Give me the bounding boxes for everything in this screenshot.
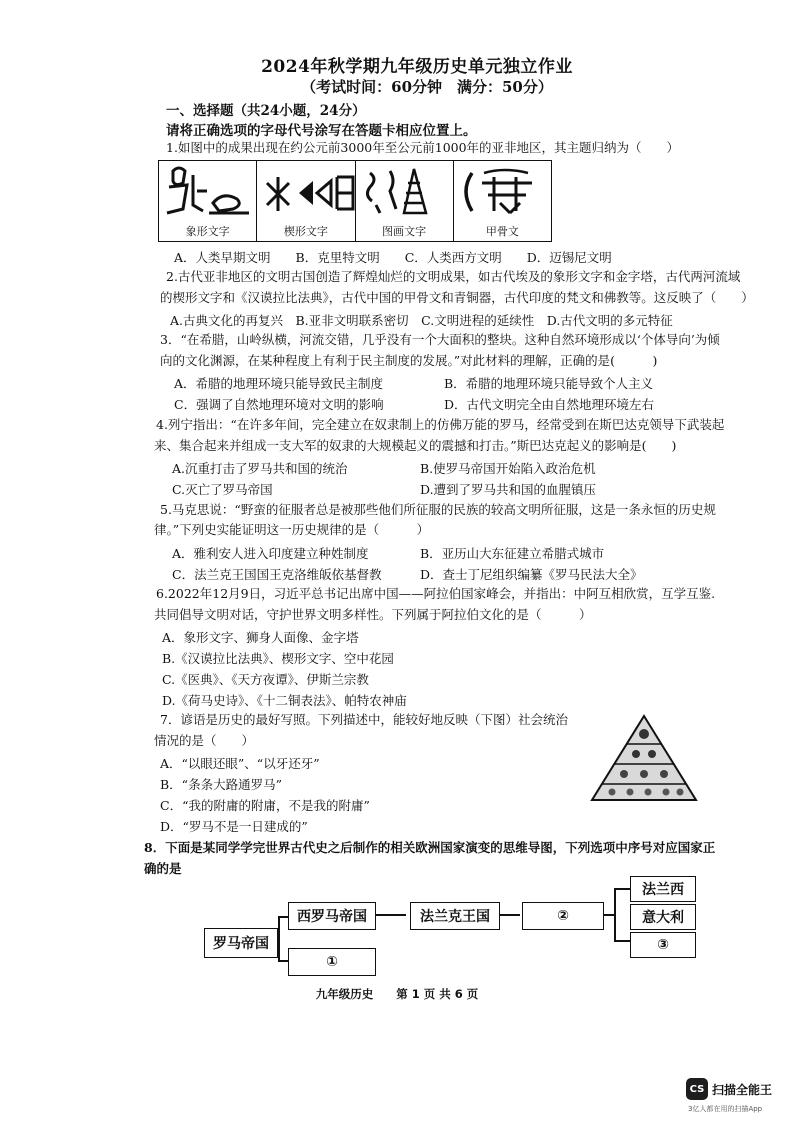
q6-option-c: C.《医典》、《天方夜谭》、伊斯兰宗教: [162, 672, 369, 687]
map-node-france: 法兰西: [630, 876, 696, 902]
map-arrow: [500, 914, 520, 916]
hieroglyph-image: [159, 163, 263, 221]
feudal-pyramid-image: [588, 712, 700, 804]
map-connector: [278, 916, 288, 918]
q6-option-b: B.《汉谟拉比法典》、楔形文字、空中花园: [162, 651, 394, 666]
page-footer: 九年级历史 第 1 页 共 6 页: [315, 987, 479, 1001]
q3-option-a: A．希腊的地理环境只能导致民主制度: [174, 376, 384, 391]
script-cell-pictograph: [356, 161, 454, 241]
q6-line2: 共同倡导文明对话，守护世界文明多样性。下列属于阿拉伯文化的是（ ）: [154, 607, 592, 622]
map-node-blank-3: ③: [630, 932, 696, 958]
ancient-scripts-table: [158, 160, 552, 242]
q8-line1: 8．下面是某同学学完世界古代史之后制作的相关欧洲国家演变的思维导图，下列选项中序号对应国家正: [144, 840, 716, 855]
watermark-tagline: 3亿人都在用的扫描App: [688, 1105, 763, 1113]
script-cell-hieroglyph: [159, 161, 257, 241]
q5-option-b: B．亚历山大东征建立希腊式城市: [420, 546, 605, 561]
page-title: 2024年秋学期九年级历史单元独立作业: [261, 57, 573, 77]
q6-option-d: D.《荷马史诗》、《十二铜表法》、帕特农神庙: [162, 693, 407, 708]
map-node-blank-1: ①: [288, 948, 376, 976]
q5-option-c: C．法兰克王国国王克洛维皈依基督教: [172, 567, 382, 582]
map-node-blank-2: ②: [522, 902, 604, 930]
script-label: 甲骨文: [485, 225, 519, 238]
script-label: 象形文字: [185, 225, 230, 238]
q2-line2: 的楔形文字和《汉谟拉比法典》，古代中国的甲骨文和青铜器，古代印度的梵文和佛教等。这反映了（ ）: [160, 290, 754, 305]
q6-line1: 6.2022年12月9日，习近平总书记出席中国——阿拉伯国家峰会，并指出：中阿互相欣赏，互学互鉴.: [156, 586, 716, 601]
q1-options: A．人类早期文明 B．克里特文明 C．人类西方文明 D．迈锡尼文明: [174, 250, 612, 265]
script-cell-cuneiform: [257, 161, 355, 241]
q2-options: A.古典文化的再复兴 B.亚非文明联系密切 C.文明进程的延续性 D.古代文明的多元特征: [170, 313, 673, 328]
script-label: 楔形文字: [283, 225, 328, 238]
section-title: 一、选择题（共24小题，24分）: [166, 103, 366, 119]
q2-line1: 2.古代亚非地区的文明古国创造了辉煌灿烂的文明成果，如古代埃及的象形文字和金字塔，古代两河流域: [166, 269, 741, 284]
q5-line1: 5.马克思说：“野蛮的征服者总是被那些他们所征服的民族的较高文明所征服，这是一条永恒的历史规: [160, 502, 716, 517]
q3-line2: 向的文化渊源，在某种程度上有利于民主制度的发展。”对此材料的理解，正确的是( ): [160, 353, 658, 368]
section-instruction: 请将正确选项的字母代号涂写在答题卡相应位置上。: [166, 123, 477, 139]
map-node-frankish-kingdom: 法兰克王国: [410, 902, 500, 930]
q5-line2: 律。”下列史实能证明这一历史规律的是（ ）: [154, 522, 430, 537]
q4-line1: 4.列宁指出：“在许多年间，完全建立在奴隶制上的仿佛万能的罗马，经常受到在斯巴达克领导下武装起: [156, 417, 725, 432]
q4-option-a: A.沉重打击了罗马共和国的统治: [172, 461, 348, 476]
q7-line2: 情况的是（ ）: [154, 733, 255, 748]
q7-line1: 7．谚语是历史的最好写照。下列描述中，能较好地反映（下图）社会统治: [160, 712, 568, 727]
map-connector: [278, 916, 280, 962]
map-connector: [614, 940, 630, 942]
script-cell-oracle-bone: [454, 161, 551, 241]
q4-option-b: B.使罗马帝国开始陷入政治危机: [420, 461, 596, 476]
q3-option-b: B．希腊的地理环境只能导致个人主义: [444, 376, 654, 391]
map-node-west-roman-empire: 西罗马帝国: [288, 902, 376, 930]
map-connector: [614, 888, 616, 942]
map-node-roman-empire: 罗马帝国: [204, 928, 278, 958]
q7-option-c: C．“我的附庸的附庸，不是我的附庸”: [160, 798, 370, 813]
camscanner-logo-icon: CS: [686, 1078, 708, 1100]
map-connector: [278, 960, 288, 962]
q4-option-d: D.遭到了罗马共和国的血腥镇压: [420, 482, 597, 497]
page-subtitle: （考试时间：60分钟 满分：50分）: [301, 78, 553, 96]
q5-option-a: A．雅利安人进入印度建立种姓制度: [172, 546, 369, 561]
q5-option-d: D．查士丁尼组织编纂《罗马民法大全》: [420, 567, 643, 582]
map-arrow: [376, 914, 406, 916]
q3-line1: 3．“在希腊，山岭纵横，河流交错，几乎没有一个大面积的整块。这种自然环境形成以‘个体导向’为倾: [160, 332, 720, 347]
map-connector: [614, 888, 630, 890]
oracle-bone-image: [454, 163, 550, 221]
script-label: 图画文字: [382, 225, 427, 238]
watermark-name: 扫描全能王: [712, 1083, 773, 1097]
q3-option-c: C．强调了自然地理环境对文明的影响: [174, 397, 384, 412]
q7-option-a: A．“以眼还眼”、“以牙还牙”: [160, 756, 320, 771]
map-node-italy: 意大利: [630, 904, 696, 930]
pictograph-image: [356, 163, 442, 221]
q8-line2: 确的是: [144, 861, 182, 876]
q3-option-d: D．古代文明完全由自然地理环境左右: [444, 397, 655, 412]
q4-option-c: C.灭亡了罗马帝国: [172, 482, 273, 497]
cuneiform-image: [257, 163, 361, 221]
q7-option-b: B．“条条大路通罗马”: [160, 777, 282, 792]
q1-stem: 1.如图中的成果出现在约公元前3000年至公元前1000年的亚非地区，其主题归纳为（ ）: [166, 140, 680, 155]
q7-option-d: D．“罗马不是一日建成的”: [160, 819, 308, 834]
q4-line2: 来、集合起来并组成一支大军的奴隶的大规模起义的震撼和打击。”斯巴达克起义的影响是( ): [154, 438, 677, 453]
q6-option-a: A．象形文字、狮身人面像、金字塔: [162, 630, 359, 645]
